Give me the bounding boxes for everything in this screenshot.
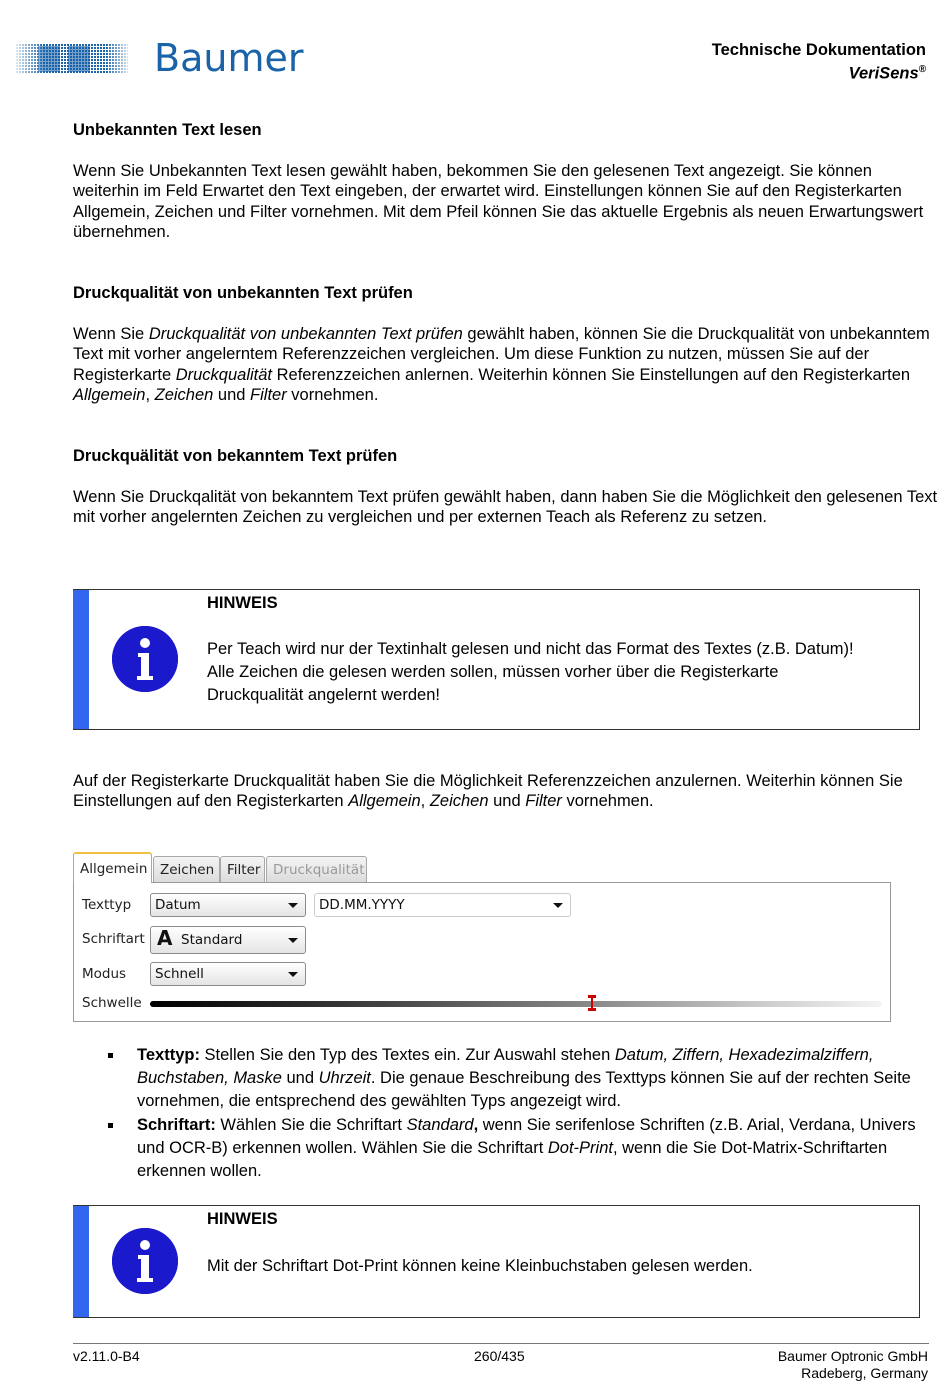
section-heading: Druckquälität von bekanntem Text prüfen <box>73 447 398 465</box>
texttyp-select[interactable]: Datum <box>150 893 306 917</box>
notice-box <box>73 1205 920 1318</box>
chevron-down-icon <box>553 903 563 908</box>
footer-version: v2.11.0-B4 <box>73 1348 140 1364</box>
chevron-down-icon <box>288 903 298 908</box>
section-heading: Unbekannten Text lesen <box>73 121 262 139</box>
notice-accent-bar <box>73 590 89 729</box>
tab-druckqualitaet: Druckqualität <box>266 856 367 882</box>
schwelle-label: Schwelle <box>82 995 142 1011</box>
notice-text: Per Teach wird nur der Textinhalt gelesen und nicht das Format des Textes (z.B. Datum)! Alle Zeichen die gelesen werden sollen, müssen vorher über die Registerkarte Druckqualität angelernt werden! <box>207 640 854 704</box>
bullet-icon <box>108 1123 113 1128</box>
settings-panel-screenshot <box>73 852 893 1024</box>
footer-divider <box>73 1343 929 1344</box>
notice-title: HINWEIS <box>207 1210 278 1228</box>
tab-zeichen[interactable]: Zeichen <box>153 856 220 882</box>
chevron-down-icon <box>288 972 298 977</box>
modus-select[interactable]: Schnell <box>150 962 306 986</box>
tab-allgemein[interactable]: Allgemein <box>73 852 152 883</box>
list-item: Texttyp: Stellen Sie den Typ des Textes ein. Zur Auswahl stehen Datum, Ziffern, Hexadezimalziffern, Buchstaben, Maske und Uhrzeit. Die genaue Beschreibung des Texttyps können Sie auf der rechten Seite vornehmen, die entsprechend des gewählten Typs angezeigt wird. <box>108 1044 933 1114</box>
section-paragraph: Wenn Sie Druckqualität von unbekannten Text prüfen gewählt haben, können Sie die Druckqualität von unbekanntem Text mit vorher angelerntem Referenzzeichen vergleichen. Um diese Funktion zu nutzen, müssen Sie auf der Registerkarte Druckqualität Referenzzeichen anlernen. Weiterhin können Sie Einstellungen auf den Registerkarten Allgemein, Zeichen und Filter vornehmen. <box>73 325 930 405</box>
notice-title: HINWEIS <box>207 594 278 612</box>
baumer-logo <box>16 36 304 82</box>
notice-accent-bar <box>73 1206 89 1317</box>
tab-filter[interactable]: Filter <box>220 856 265 882</box>
doc-title: Technische Dokumentation <box>711 41 926 59</box>
footer-page-number: 260/435 <box>474 1348 525 1364</box>
list-item: Schriftart: Wählen Sie die Schriftart Standard, wenn Sie serifenlose Schriften (z.B. Arial, Verdana, Univers und OCR-B) erkennen wollen. Wählen Sie die Schriftart Dot-Print, wenn die Sie Dot-Matrix-Schriftarten erkennen wollen. <box>108 1114 933 1184</box>
schwelle-slider[interactable] <box>150 1001 882 1007</box>
info-icon <box>112 1228 178 1294</box>
font-glyph-icon: A <box>157 926 173 950</box>
schriftart-label: Schriftart <box>82 931 145 947</box>
logo-wordmark: Baumer <box>154 36 304 80</box>
notice-box <box>73 589 920 730</box>
texttyp-label: Texttyp <box>82 897 132 913</box>
section-paragraph: Wenn Sie Druckqalität von bekanntem Text prüfen gewählt haben, dann haben Sie die Möglichkeit den gelesenen Text mit vorher angelernten Zeichen zu vergleichen und per externen Teach als Referenz zu setzen. <box>73 488 938 527</box>
modus-label: Modus <box>82 966 127 982</box>
tab-content <box>73 882 891 1022</box>
chevron-down-icon <box>288 938 298 943</box>
product-name: VeriSens® <box>848 64 926 83</box>
logo-dot-matrix-icon <box>16 44 128 74</box>
info-icon <box>112 626 178 692</box>
slider-thumb-icon[interactable] <box>588 995 596 1011</box>
section-paragraph: Wenn Sie Unbekannten Text lesen gewählt haben, bekommen Sie den gelesenen Text angezeigt. Sie können weiterhin im Feld Erwartet den Text eingeben, der erwartet wird. Einstellungen können Sie auf den Registerkarten Allgemein, Zeichen und Filter vornehmen. Mit dem Pfeil können Sie das aktuelle Ergebnis als neuen Erwartungswert übernehmen. <box>73 162 924 242</box>
document-header <box>712 40 926 84</box>
bullet-list <box>108 1044 933 1183</box>
footer-company: Baumer Optronic GmbH Radeberg, Germany <box>777 1348 928 1381</box>
format-select[interactable]: DD.MM.YYYY <box>314 893 571 917</box>
notice-text: Mit der Schriftart Dot-Print können keine Kleinbuchstaben gelesen werden. <box>207 1257 753 1275</box>
schriftart-select[interactable]: A Standard <box>150 926 306 954</box>
intro-paragraph: Auf der Registerkarte Druckqualität haben Sie die Möglichkeit Referenzzeichen anzulernen. Weiterhin können Sie Einstellungen auf den Registerkarten Allgemein, Zeichen und Filter vornehmen. <box>73 772 903 811</box>
bullet-icon <box>108 1053 113 1058</box>
section-heading: Druckqualität von unbekannten Text prüfen <box>73 284 413 302</box>
